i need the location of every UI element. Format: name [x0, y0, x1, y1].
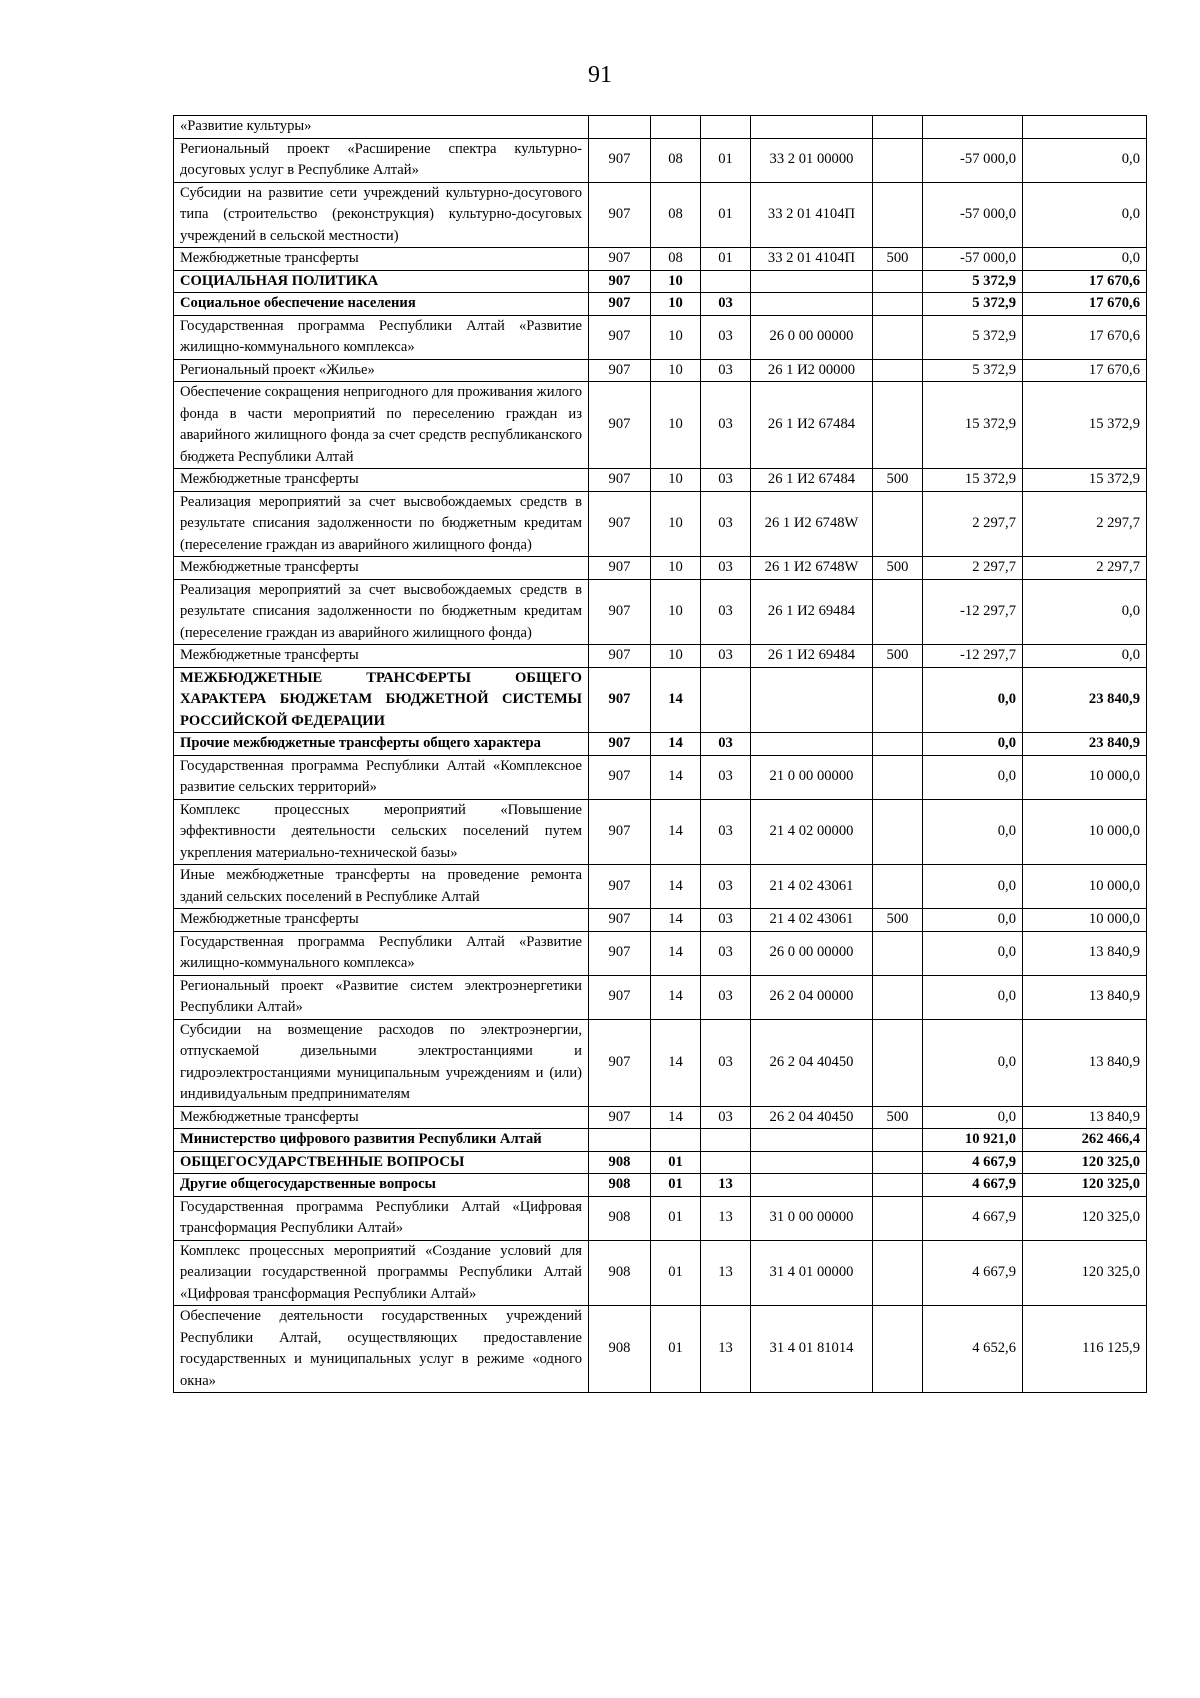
table-row [174, 293, 1147, 316]
cell-amount-2: 10 000,0 [1023, 909, 1147, 932]
cell-amount-1: -57 000,0 [923, 182, 1023, 248]
cell-amount-1: 0,0 [923, 799, 1023, 865]
cell-expense-type [873, 1196, 923, 1240]
cell-subsection [701, 116, 751, 139]
cell-name: Комплекс процессных мероприятий «Создание условий для реализации государственной программы Республики Алтай «Цифровая трансформация Республики Алтай» [174, 1240, 589, 1306]
cell-subsection: 13 [701, 1240, 751, 1306]
cell-amount-1: 5 372,9 [923, 315, 1023, 359]
table-row [174, 667, 1147, 733]
cell-name: Межбюджетные трансферты [174, 469, 589, 492]
cell-target-article: 26 2 04 40450 [751, 1106, 873, 1129]
cell-amount-2: 13 840,9 [1023, 1019, 1147, 1106]
cell-section: 10 [651, 645, 701, 668]
cell-section: 10 [651, 293, 701, 316]
cell-section: 14 [651, 1019, 701, 1106]
cell-name: Государственная программа Республики Алтай «Развитие жилищно-коммунального комплекса» [174, 931, 589, 975]
cell-target-article [751, 1129, 873, 1152]
cell-subsection: 01 [701, 138, 751, 182]
cell-name: Другие общегосударственные вопросы [174, 1174, 589, 1197]
cell-admin-code: 907 [589, 579, 651, 645]
cell-section: 14 [651, 755, 701, 799]
cell-amount-2: 17 670,6 [1023, 270, 1147, 293]
cell-amount-1: 0,0 [923, 865, 1023, 909]
cell-name: Государственная программа Республики Алтай «Цифровая трансформация Республики Алтай» [174, 1196, 589, 1240]
cell-admin-code: 907 [589, 931, 651, 975]
cell-expense-type [873, 1151, 923, 1174]
cell-subsection: 03 [701, 557, 751, 580]
cell-name: МЕЖБЮДЖЕТНЫЕ ТРАНСФЕРТЫ ОБЩЕГО ХАРАКТЕРА БЮДЖЕТАМ БЮДЖЕТНОЙ СИСТЕМЫ РОССИЙСКОЙ ФЕДЕРАЦИИ [174, 667, 589, 733]
table-row [174, 931, 1147, 975]
cell-amount-2: 2 297,7 [1023, 491, 1147, 557]
cell-amount-1: 0,0 [923, 733, 1023, 756]
cell-admin-code: 907 [589, 270, 651, 293]
cell-amount-1: 5 372,9 [923, 270, 1023, 293]
cell-target-article: 26 0 00 00000 [751, 931, 873, 975]
cell-admin-code: 907 [589, 645, 651, 668]
cell-section: 10 [651, 359, 701, 382]
cell-admin-code [589, 116, 651, 139]
cell-expense-type: 500 [873, 909, 923, 932]
cell-target-article: 26 1 И2 67484 [751, 469, 873, 492]
table-row [174, 1174, 1147, 1197]
cell-target-article [751, 270, 873, 293]
cell-name: Иные межбюджетные трансферты на проведение ремонта зданий сельских поселений в Республике Алтай [174, 865, 589, 909]
cell-name: «Развитие культуры» [174, 116, 589, 139]
table-row [174, 975, 1147, 1019]
table-row [174, 182, 1147, 248]
cell-expense-type [873, 1019, 923, 1106]
cell-target-article: 33 2 01 00000 [751, 138, 873, 182]
cell-admin-code: 908 [589, 1174, 651, 1197]
cell-subsection: 03 [701, 1106, 751, 1129]
cell-amount-1: 4 667,9 [923, 1240, 1023, 1306]
cell-admin-code: 907 [589, 138, 651, 182]
cell-amount-2: 0,0 [1023, 248, 1147, 271]
cell-amount-1: -12 297,7 [923, 579, 1023, 645]
cell-expense-type [873, 138, 923, 182]
cell-name: Реализация мероприятий за счет высвобождаемых средств в результате списания задолженности по бюджетным кредитам (переселение граждан из аварийного жилищного фонда) [174, 491, 589, 557]
cell-expense-type [873, 116, 923, 139]
cell-section: 14 [651, 975, 701, 1019]
cell-subsection: 03 [701, 315, 751, 359]
table-row [174, 138, 1147, 182]
cell-name: Межбюджетные трансферты [174, 557, 589, 580]
cell-amount-2: 0,0 [1023, 579, 1147, 645]
cell-section: 10 [651, 382, 701, 469]
cell-amount-2: 120 325,0 [1023, 1151, 1147, 1174]
cell-amount-1: 5 372,9 [923, 293, 1023, 316]
cell-name: Министерство цифрового развития Республики Алтай [174, 1129, 589, 1152]
cell-amount-2: 13 840,9 [1023, 975, 1147, 1019]
cell-target-article: 21 4 02 43061 [751, 909, 873, 932]
cell-subsection: 03 [701, 645, 751, 668]
cell-subsection [701, 1151, 751, 1174]
cell-name: Субсидии на возмещение расходов по электроэнергии, отпускаемой дизельными электростанциями и гидроэлектростанциями муниципальным учреждениям и (или) индивидуальным предпринимателям [174, 1019, 589, 1106]
cell-subsection: 01 [701, 182, 751, 248]
cell-amount-2: 120 325,0 [1023, 1196, 1147, 1240]
cell-expense-type: 500 [873, 1106, 923, 1129]
cell-section: 10 [651, 491, 701, 557]
cell-section: 14 [651, 733, 701, 756]
cell-target-article: 21 0 00 00000 [751, 755, 873, 799]
cell-name: Прочие межбюджетные трансферты общего характера [174, 733, 589, 756]
table-row [174, 270, 1147, 293]
cell-target-article: 31 4 01 00000 [751, 1240, 873, 1306]
cell-amount-2: 15 372,9 [1023, 382, 1147, 469]
cell-expense-type [873, 315, 923, 359]
cell-target-article: 26 1 И2 69484 [751, 645, 873, 668]
cell-target-article: 26 2 04 00000 [751, 975, 873, 1019]
cell-amount-1: 15 372,9 [923, 382, 1023, 469]
cell-expense-type [873, 975, 923, 1019]
cell-subsection: 03 [701, 865, 751, 909]
table-row [174, 1306, 1147, 1393]
cell-admin-code: 907 [589, 359, 651, 382]
table-row [174, 1106, 1147, 1129]
cell-name: Обеспечение деятельности государственных учреждений Республики Алтай, осуществляющих предоставление государственных и муниципальных услуг в режиме «одного окна» [174, 1306, 589, 1393]
cell-subsection: 03 [701, 579, 751, 645]
table-row [174, 116, 1147, 139]
cell-section: 10 [651, 557, 701, 580]
cell-expense-type [873, 931, 923, 975]
cell-target-article: 21 4 02 00000 [751, 799, 873, 865]
cell-section: 10 [651, 270, 701, 293]
budget-table [173, 115, 1147, 1393]
cell-amount-1: 0,0 [923, 667, 1023, 733]
cell-admin-code: 907 [589, 469, 651, 492]
cell-amount-2: 0,0 [1023, 138, 1147, 182]
cell-amount-2: 116 125,9 [1023, 1306, 1147, 1393]
cell-admin-code: 907 [589, 182, 651, 248]
cell-name: Комплекс процессных мероприятий «Повышение эффективности деятельности сельских поселений путем укрепления материально-технической базы» [174, 799, 589, 865]
cell-amount-2: 23 840,9 [1023, 733, 1147, 756]
cell-target-article [751, 293, 873, 316]
table-row [174, 469, 1147, 492]
cell-subsection: 13 [701, 1196, 751, 1240]
table-row [174, 1240, 1147, 1306]
cell-section: 08 [651, 182, 701, 248]
table-row [174, 491, 1147, 557]
cell-expense-type [873, 182, 923, 248]
cell-amount-2: 17 670,6 [1023, 359, 1147, 382]
cell-amount-2: 23 840,9 [1023, 667, 1147, 733]
table-row [174, 359, 1147, 382]
cell-admin-code: 907 [589, 1106, 651, 1129]
cell-subsection: 03 [701, 799, 751, 865]
cell-name: СОЦИАЛЬНАЯ ПОЛИТИКА [174, 270, 589, 293]
cell-amount-1: 5 372,9 [923, 359, 1023, 382]
cell-target-article: 31 4 01 81014 [751, 1306, 873, 1393]
cell-expense-type [873, 270, 923, 293]
cell-section: 14 [651, 909, 701, 932]
cell-amount-2 [1023, 116, 1147, 139]
cell-admin-code: 907 [589, 557, 651, 580]
cell-target-article: 26 1 И2 00000 [751, 359, 873, 382]
cell-name: Государственная программа Республики Алтай «Комплексное развитие сельских территорий» [174, 755, 589, 799]
cell-name: Межбюджетные трансферты [174, 248, 589, 271]
cell-expense-type [873, 382, 923, 469]
cell-subsection: 03 [701, 755, 751, 799]
cell-section: 14 [651, 865, 701, 909]
cell-subsection [701, 667, 751, 733]
cell-target-article [751, 667, 873, 733]
table-body [174, 116, 1147, 1393]
cell-name: Региональный проект «Расширение спектра культурно-досуговых услуг в Республике Алтай» [174, 138, 589, 182]
cell-target-article: 26 1 И2 6748W [751, 557, 873, 580]
cell-expense-type [873, 733, 923, 756]
cell-name: Межбюджетные трансферты [174, 645, 589, 668]
cell-admin-code: 907 [589, 248, 651, 271]
cell-admin-code: 907 [589, 293, 651, 316]
cell-section: 10 [651, 469, 701, 492]
cell-target-article: 33 2 01 4104П [751, 182, 873, 248]
cell-amount-1: 0,0 [923, 931, 1023, 975]
cell-subsection: 01 [701, 248, 751, 271]
cell-subsection: 03 [701, 491, 751, 557]
cell-expense-type [873, 755, 923, 799]
cell-subsection [701, 1129, 751, 1152]
cell-target-article: 26 0 00 00000 [751, 315, 873, 359]
cell-name: Государственная программа Республики Алтай «Развитие жилищно-коммунального комплекса» [174, 315, 589, 359]
table-row [174, 909, 1147, 932]
table-row [174, 865, 1147, 909]
table-row [174, 1151, 1147, 1174]
table-row [174, 248, 1147, 271]
cell-target-article: 26 2 04 40450 [751, 1019, 873, 1106]
cell-name: Межбюджетные трансферты [174, 1106, 589, 1129]
cell-amount-1: 0,0 [923, 909, 1023, 932]
cell-expense-type [873, 1174, 923, 1197]
table-row [174, 755, 1147, 799]
cell-target-article: 21 4 02 43061 [751, 865, 873, 909]
table-row [174, 557, 1147, 580]
table-row [174, 315, 1147, 359]
cell-amount-1: -57 000,0 [923, 248, 1023, 271]
cell-amount-1: 4 667,9 [923, 1174, 1023, 1197]
cell-admin-code: 907 [589, 315, 651, 359]
table-row [174, 733, 1147, 756]
cell-subsection: 13 [701, 1306, 751, 1393]
cell-subsection: 03 [701, 469, 751, 492]
cell-subsection: 13 [701, 1174, 751, 1197]
cell-expense-type [873, 579, 923, 645]
cell-section: 10 [651, 579, 701, 645]
cell-amount-2: 17 670,6 [1023, 293, 1147, 316]
cell-admin-code: 908 [589, 1240, 651, 1306]
cell-target-article: 33 2 01 4104П [751, 248, 873, 271]
table-row [174, 1129, 1147, 1152]
cell-amount-1: 10 921,0 [923, 1129, 1023, 1152]
cell-admin-code: 907 [589, 755, 651, 799]
cell-name: ОБЩЕГОСУДАРСТВЕННЫЕ ВОПРОСЫ [174, 1151, 589, 1174]
cell-amount-1: 2 297,7 [923, 491, 1023, 557]
cell-name: Межбюджетные трансферты [174, 909, 589, 932]
cell-amount-1: -12 297,7 [923, 645, 1023, 668]
cell-section: 01 [651, 1196, 701, 1240]
cell-name: Региональный проект «Жилье» [174, 359, 589, 382]
cell-name: Обеспечение сокращения непригодного для проживания жилого фонда в части мероприятий по переселению граждан из аварийного жилищного фонда за счет средств республиканского бюджета Республики Алтай [174, 382, 589, 469]
cell-amount-1: 0,0 [923, 1019, 1023, 1106]
cell-target-article [751, 733, 873, 756]
cell-section: 14 [651, 1106, 701, 1129]
cell-admin-code [589, 1129, 651, 1152]
cell-subsection: 03 [701, 359, 751, 382]
cell-subsection [701, 270, 751, 293]
cell-expense-type: 500 [873, 557, 923, 580]
cell-expense-type [873, 359, 923, 382]
cell-amount-1: 15 372,9 [923, 469, 1023, 492]
table-row [174, 382, 1147, 469]
cell-amount-2: 13 840,9 [1023, 1106, 1147, 1129]
cell-amount-1: 4 652,6 [923, 1306, 1023, 1393]
table-row [174, 579, 1147, 645]
cell-amount-2: 13 840,9 [1023, 931, 1147, 975]
cell-amount-2: 120 325,0 [1023, 1240, 1147, 1306]
cell-section: 01 [651, 1151, 701, 1174]
cell-expense-type [873, 667, 923, 733]
cell-section: 14 [651, 799, 701, 865]
cell-target-article: 26 1 И2 6748W [751, 491, 873, 557]
cell-section: 01 [651, 1240, 701, 1306]
page-number: 91 [588, 62, 612, 88]
cell-target-article: 31 0 00 00000 [751, 1196, 873, 1240]
cell-expense-type [873, 1240, 923, 1306]
cell-admin-code: 907 [589, 865, 651, 909]
cell-amount-1: 4 667,9 [923, 1151, 1023, 1174]
cell-expense-type: 500 [873, 248, 923, 271]
cell-admin-code: 907 [589, 799, 651, 865]
cell-amount-2: 0,0 [1023, 645, 1147, 668]
cell-amount-2: 2 297,7 [1023, 557, 1147, 580]
cell-amount-2: 10 000,0 [1023, 799, 1147, 865]
cell-subsection: 03 [701, 975, 751, 1019]
cell-target-article [751, 116, 873, 139]
cell-amount-2: 0,0 [1023, 182, 1147, 248]
cell-expense-type: 500 [873, 469, 923, 492]
cell-name: Региональный проект «Развитие систем электроэнергетики Республики Алтай» [174, 975, 589, 1019]
cell-subsection: 03 [701, 909, 751, 932]
cell-expense-type [873, 799, 923, 865]
cell-name: Реализация мероприятий за счет высвобождаемых средств в результате списания задолженности по бюджетным кредитам (переселение граждан из аварийного жилищного фонда) [174, 579, 589, 645]
cell-admin-code: 907 [589, 1019, 651, 1106]
cell-subsection: 03 [701, 382, 751, 469]
cell-subsection: 03 [701, 1019, 751, 1106]
cell-target-article [751, 1151, 873, 1174]
cell-target-article: 26 1 И2 69484 [751, 579, 873, 645]
cell-admin-code: 908 [589, 1196, 651, 1240]
cell-amount-1: 0,0 [923, 1106, 1023, 1129]
cell-section: 10 [651, 315, 701, 359]
cell-admin-code: 907 [589, 733, 651, 756]
cell-subsection: 03 [701, 733, 751, 756]
cell-amount-1: 0,0 [923, 975, 1023, 1019]
cell-section [651, 1129, 701, 1152]
cell-amount-2: 262 466,4 [1023, 1129, 1147, 1152]
cell-subsection: 03 [701, 931, 751, 975]
cell-amount-1: 0,0 [923, 755, 1023, 799]
cell-admin-code: 907 [589, 975, 651, 1019]
cell-subsection: 03 [701, 293, 751, 316]
cell-name: Субсидии на развитие сети учреждений культурно-досугового типа (строительство (реконструкция) культурно-досуговых учреждений в сельской местности) [174, 182, 589, 248]
cell-admin-code: 908 [589, 1151, 651, 1174]
cell-expense-type [873, 1129, 923, 1152]
cell-section: 14 [651, 931, 701, 975]
cell-amount-2: 120 325,0 [1023, 1174, 1147, 1197]
cell-target-article [751, 1174, 873, 1197]
cell-amount-1: -57 000,0 [923, 138, 1023, 182]
cell-admin-code: 907 [589, 667, 651, 733]
cell-admin-code: 907 [589, 382, 651, 469]
cell-expense-type [873, 1306, 923, 1393]
table-row [174, 1019, 1147, 1106]
cell-section: 01 [651, 1174, 701, 1197]
cell-section: 14 [651, 667, 701, 733]
table-row [174, 1196, 1147, 1240]
cell-admin-code: 907 [589, 909, 651, 932]
cell-section: 01 [651, 1306, 701, 1393]
cell-section [651, 116, 701, 139]
cell-admin-code: 907 [589, 491, 651, 557]
cell-target-article: 26 1 И2 67484 [751, 382, 873, 469]
cell-expense-type: 500 [873, 645, 923, 668]
cell-amount-1 [923, 116, 1023, 139]
cell-amount-2: 10 000,0 [1023, 755, 1147, 799]
cell-expense-type [873, 293, 923, 316]
cell-amount-1: 2 297,7 [923, 557, 1023, 580]
cell-amount-2: 17 670,6 [1023, 315, 1147, 359]
cell-expense-type [873, 865, 923, 909]
cell-section: 08 [651, 248, 701, 271]
table-row [174, 645, 1147, 668]
cell-expense-type [873, 491, 923, 557]
cell-amount-2: 10 000,0 [1023, 865, 1147, 909]
cell-admin-code: 908 [589, 1306, 651, 1393]
cell-name: Социальное обеспечение населения [174, 293, 589, 316]
cell-amount-2: 15 372,9 [1023, 469, 1147, 492]
cell-section: 08 [651, 138, 701, 182]
cell-amount-1: 4 667,9 [923, 1196, 1023, 1240]
table-row [174, 799, 1147, 865]
